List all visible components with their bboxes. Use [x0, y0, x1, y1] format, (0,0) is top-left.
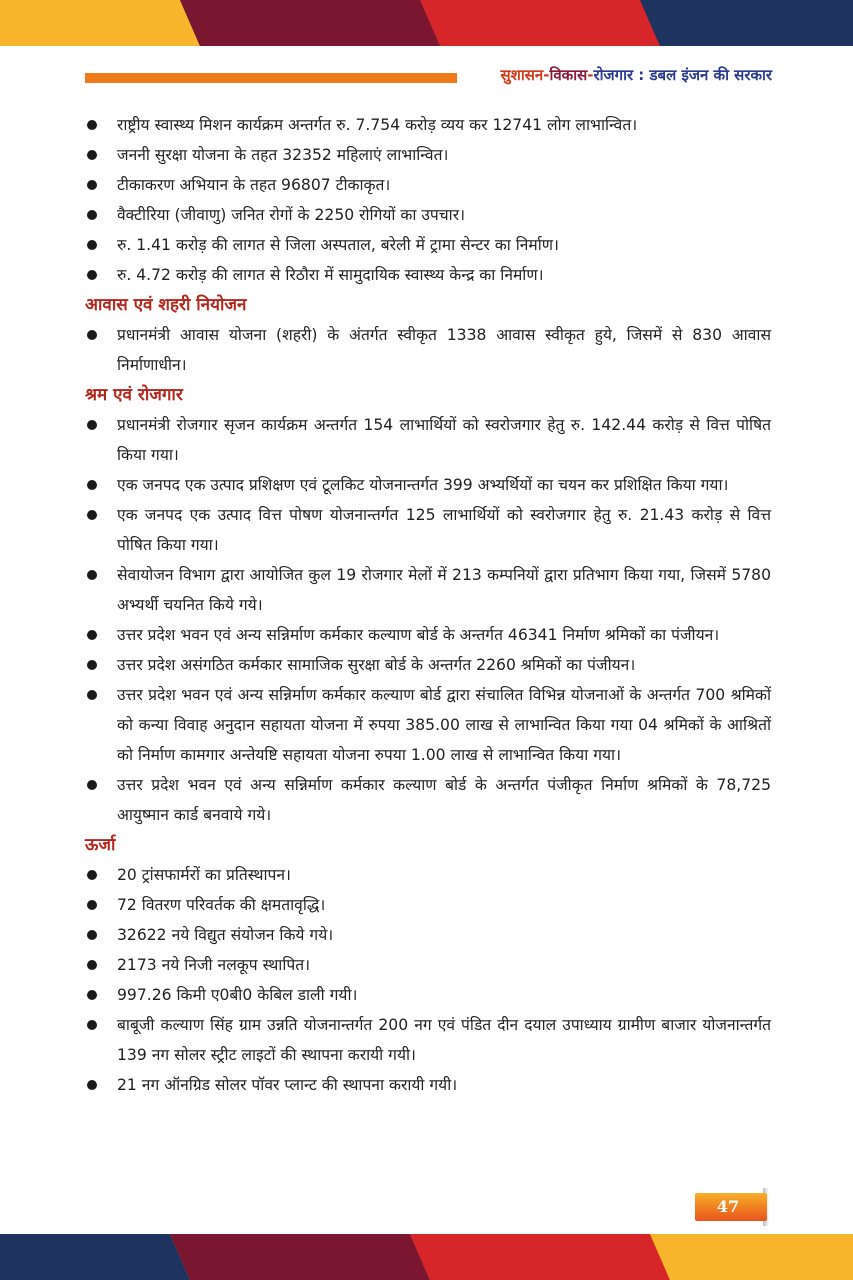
list-item [85, 890, 771, 920]
section-heading-labour: श्रम एवं रोजगार [85, 385, 183, 405]
list-item-text: वैक्टीरिया (जीवाणु) जनित रोगों के 2250 रोगियों का उपचार। [117, 206, 465, 224]
bullet-icon [87, 240, 97, 250]
list-item-text: 997.26 किमी ए0बी0 केबिल डाली गयी। [117, 986, 358, 1004]
section-heading-housing: आवास एवं शहरी नियोजन [85, 295, 247, 315]
section-heading-energy: ऊर्जा [85, 835, 116, 855]
bullet-icon [87, 1080, 97, 1090]
list-item-text: बाबूजी कल्याण सिंह ग्राम उन्नति योजनान्तर्गत 200 नग एवं पंडित दीन दयाल उपाध्याय ग्रामीण बाजार योजनान्तर्गत 139 नग सोलर स्ट्रीट लाइटों की स्थापना करायी गयी। [117, 1016, 771, 1064]
list-item-text: 2173 नये निजी नलकूप स्थापित। [117, 956, 311, 974]
list-item [85, 620, 771, 650]
list-item-text: 72 वितरण परिवर्तक की क्षमतावृद्धि। [117, 896, 326, 914]
bottom-decorative-band [0, 1234, 853, 1280]
page-number: 47 [716, 1197, 740, 1216]
top-decorative-band [0, 0, 853, 46]
bullet-icon [87, 630, 97, 640]
list-item [85, 560, 771, 620]
list-item-text: उत्तर प्रदेश असंगठित कर्मकार सामाजिक सुरक्षा बोर्ड के अन्तर्गत 2260 श्रमिकों का पंजीयन। [117, 656, 636, 674]
bullet-icon [87, 570, 97, 580]
list-item [85, 920, 771, 950]
list-item [85, 950, 771, 980]
list-item-text: 20 ट्रांसफार्मरों का प्रतिस्थापन। [117, 866, 291, 884]
running-head [462, 65, 772, 91]
list-item-text: उत्तर प्रदेश भवन एवं अन्य सन्निर्माण कर्मकार कल्याण बोर्ड के अन्तर्गत 46341 निर्माण श्रमिकों का पंजीयन। [117, 626, 720, 644]
running-head-part: रोजगार : डबल इंजन की सरकार [593, 66, 772, 84]
list-item [85, 1070, 771, 1100]
bullet-icon [87, 420, 97, 430]
bullet-icon [87, 120, 97, 130]
bullet-icon [87, 660, 97, 670]
list-item [85, 230, 771, 260]
list-item-text: सेवायोजन विभाग द्वारा आयोजित कुल 19 रोजगार मेलों में 213 कम्पनियों द्वारा प्रतिभाग किया गया, जिसमें 5780 अभ्यर्थी चयनित किये गये। [117, 566, 771, 614]
bullet-icon [87, 480, 97, 490]
list-item-text: 32622 नये विद्युत संयोजन किये गये। [117, 926, 334, 944]
list-item-text: प्रधानमंत्री रोजगार सृजन कार्यक्रम अन्तर्गत 154 लाभार्थियों को स्वरोजगार हेतु रु. 142.44 करोड़ से वित्त पोषित किया गया। [117, 416, 771, 464]
bullet-icon [87, 690, 97, 700]
list-item-text: प्रधानमंत्री आवास योजना (शहरी) के अंतर्गत स्वीकृत 1338 आवास स्वीकृत हुये, जिसमें से 830 आवास निर्माणाधीन। [117, 326, 771, 374]
list-item [85, 770, 771, 830]
running-head-part: सुशासन [500, 66, 544, 84]
list-item [85, 170, 771, 200]
list-item [85, 470, 771, 500]
bullet-icon [87, 330, 97, 340]
list-item [85, 110, 771, 140]
list-item [85, 1010, 771, 1070]
list-item [85, 680, 771, 770]
list-item [85, 980, 771, 1010]
list-item [85, 500, 771, 560]
list-item-text: टीकाकरण अभियान के तहत 96807 टीकाकृत। [117, 176, 391, 194]
list-item-text: उत्तर प्रदेश भवन एवं अन्य सन्निर्माण कर्मकार कल्याण बोर्ड द्वारा संचालित विभिन्न योजनाओं के अन्तर्गत 700 श्रमिकों को कन्या विवाह अनुदान सहायता योजना में रुपया 385.00 लाख से लाभान्वित किया गया 04 श्रमिकों के आश्रितों को निर्माण कामगार अन्तेयष्टि सहायता योजना रुपया 1.00 लाख से लाभान्वित किया गया। [117, 686, 771, 764]
bullet-icon [87, 960, 97, 970]
list-item-text: रु. 4.72 करोड़ की लागत से रिठौरा में सामुदायिक स्वास्थ्य केन्द्र का निर्माण। [117, 266, 544, 284]
bullet-icon [87, 180, 97, 190]
bullet-icon [87, 930, 97, 940]
running-head-part: विकास [549, 66, 588, 84]
list-item-text: एक जनपद एक उत्पाद वित्त पोषण योजनान्तर्गत 125 लाभार्थियों को स्वरोजगार हेतु रु. 21.43 करोड़ से वित्त पोषित किया गया। [117, 506, 771, 554]
list-item-text: जननी सुरक्षा योजना के तहत 32352 महिलाएं लाभान्वित। [117, 146, 449, 164]
bullet-icon [87, 870, 97, 880]
bullet-icon [87, 900, 97, 910]
list-item-text: उत्तर प्रदेश भवन एवं अन्य सन्निर्माण कर्मकार कल्याण बोर्ड के अन्तर्गत पंजीकृत निर्माण श्रमिकों के 78,725 आयुष्मान कार्ड बनवाये गये। [117, 776, 771, 824]
list-item [85, 320, 771, 380]
bullet-icon [87, 150, 97, 160]
list-item-text: 21 नग ऑनग्रिड सोलर पॉवर प्लान्ट की स्थापना करायी गयी। [117, 1076, 458, 1094]
list-item-text: एक जनपद एक उत्पाद प्रशिक्षण एवं टूलकिट योजनान्तर्गत 399 अभ्यर्थियों का चयन कर प्रशिक्षित किया गया। [117, 476, 729, 494]
bullet-icon [87, 1020, 97, 1030]
bullet-icon [87, 510, 97, 520]
bullet-icon [87, 210, 97, 220]
list-item [85, 200, 771, 230]
header-orange-rule [85, 73, 457, 83]
bullet-icon [87, 990, 97, 1000]
running-head-dash: - [587, 66, 594, 84]
list-item [85, 260, 771, 290]
list-item-text: रु. 1.41 करोड़ की लागत से जिला अस्पताल, बरेली में ट्रामा सेन्टर का निर्माण। [117, 236, 559, 254]
bullet-icon [87, 780, 97, 790]
page-content [85, 110, 771, 1100]
list-item [85, 140, 771, 170]
bullet-icon [87, 270, 97, 280]
list-item [85, 410, 771, 470]
running-head-dash: - [543, 66, 550, 84]
list-item [85, 860, 771, 890]
list-item-text: राष्ट्रीय स्वास्थ्य मिशन कार्यक्रम अन्तर्गत रु. 7.754 करोड़ व्यय कर 12741 लोग लाभान्वित। [117, 116, 638, 134]
list-item [85, 650, 771, 680]
